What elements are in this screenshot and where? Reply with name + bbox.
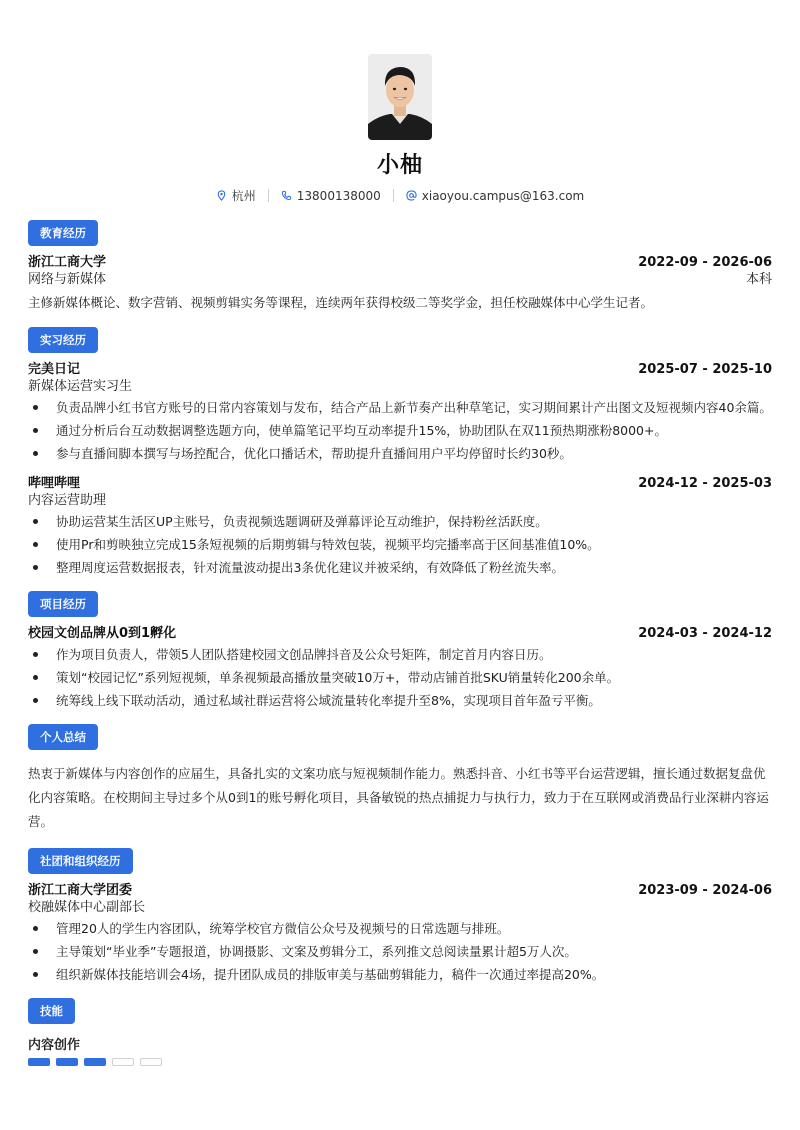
section-internship: [28, 327, 772, 577]
section-badge-internship: 实习经历: [28, 327, 98, 353]
club-date: 2023-09 - 2024-06: [638, 883, 772, 898]
bullet-item: 整理周度运营数据报表，针对流量波动提出3条优化建议并被采纳，有效降低了粉丝流失率。: [28, 558, 772, 577]
bullet-item: 使用Pr和剪映独立完成15条短视频的后期剪辑与特效包装，视频平均完播率高于区间基准值10%。: [28, 535, 772, 554]
contact-divider: [268, 189, 269, 202]
school-name: 浙江工商大学: [28, 255, 107, 270]
skill-level-bar: [28, 1058, 772, 1066]
bullet-list: [28, 512, 772, 577]
skill-dot-empty: [112, 1058, 134, 1066]
section-skills: [28, 998, 772, 1066]
avatar: [368, 54, 432, 140]
internship-entry: [28, 475, 772, 577]
bullet-item: 统筹线上线下联动活动，通过私域社群运营将公域流量转化率提升至8%，实现项目首年盈亏平衡。: [28, 691, 772, 710]
job-role: 内容运营助理: [28, 493, 107, 508]
education-date: 2022-09 - 2026-06: [638, 255, 772, 270]
section-project: [28, 591, 772, 710]
education-description: 主修新媒体概论、数字营销、视频剪辑实务等课程，连续两年获得校级二等奖学金，担任校融媒体中心学生记者。: [28, 295, 654, 310]
major: 网络与新媒体: [28, 272, 107, 287]
section-summary: [28, 724, 772, 834]
contact-divider: [393, 189, 394, 202]
bullet-list: [28, 919, 772, 984]
skill-dot-filled: [84, 1058, 106, 1066]
phone-icon: [281, 190, 292, 201]
resume-content: [28, 220, 772, 1080]
section-badge-project: 项目经历: [28, 591, 98, 617]
project-entry: [28, 625, 772, 710]
summary-text: 热衷于新媒体与内容创作的应届生，具备扎实的文案功底与短视频制作能力。熟悉抖音、小红书等平台运营逻辑，擅长通过数据复盘优化内容策略。在校期间主导过多个从0到1的账号孵化项目，具备敏锐的热点捕捉力与执行力，致力于在互联网或消费品行业深耕内容运营。: [28, 766, 769, 829]
bullet-item: 协助运营某生活区UP主账号，负责视频选题调研及弹幕评论互动维护，保持粉丝活跃度。: [28, 512, 772, 531]
bullet-item: 负责品牌小红书官方账号的日常内容策划与发布，结合产品上新节奏产出种草笔记，实习期间累计产出图文及短视频内容40余篇。: [28, 398, 772, 417]
city-text: 杭州: [231, 189, 256, 203]
location-pin-icon: [216, 190, 227, 201]
bullet-item: 主导策划“毕业季”专题报道，协调摄影、文案及剪辑分工，系列推文总阅读量累计超5万人次。: [28, 942, 772, 961]
internship-date: 2024-12 - 2025-03: [638, 476, 772, 491]
bullet-item: 通过分析后台互动数据调整选题方向，使单篇笔记平均互动率提升15%，协助团队在双11预热期涨粉8000+。: [28, 421, 772, 440]
company-name: 哔哩哔哩: [28, 476, 81, 491]
skill-dot-empty: [140, 1058, 162, 1066]
skill-dot-filled: [56, 1058, 78, 1066]
section-badge-club: 社团和组织经历: [28, 848, 133, 874]
section-club: [28, 848, 772, 984]
club-entry: [28, 882, 772, 984]
skill-dot-filled: [28, 1058, 50, 1066]
job-role: 新媒体运营实习生: [28, 379, 133, 394]
phone-text: 13800138000: [296, 188, 381, 203]
education-entry: [28, 254, 772, 313]
company-name: 完美日记: [28, 362, 81, 377]
project-date: 2024-03 - 2024-12: [638, 626, 772, 641]
avatar-photo: [368, 54, 432, 140]
skill-name: 内容创作: [28, 1038, 81, 1053]
org-name: 浙江工商大学团委: [28, 883, 133, 898]
contact-city: [216, 187, 256, 204]
bullet-item: 管理20人的学生内容团队，统筹学校官方微信公众号及视频号的日常选题与排班。: [28, 919, 772, 938]
internship-date: 2025-07 - 2025-10: [638, 362, 772, 377]
at-sign-icon: [406, 190, 417, 201]
resume-header: [0, 54, 800, 204]
section-education: [28, 220, 772, 313]
email-text: xiaoyou.campus@163.com: [421, 188, 585, 203]
section-badge-summary: 个人总结: [28, 724, 98, 750]
bullet-list: [28, 645, 772, 710]
project-name: 校园文创品牌从0到1孵化: [28, 626, 177, 641]
bullet-item: 作为项目负责人，带领5人团队搭建校园文创品牌抖音及公众号矩阵，制定首月内容日历。: [28, 645, 772, 664]
section-badge-education: 教育经历: [28, 220, 98, 246]
internship-entry: [28, 361, 772, 463]
contact-phone: [281, 189, 381, 203]
club-role: 校融媒体中心副部长: [28, 900, 146, 915]
degree: 本科: [745, 272, 772, 287]
contact-email: [406, 189, 584, 203]
bullet-item: 策划“校园记忆”系列短视频，单条视频最高播放量突破10万+，带动店铺首批SKU销量转化200余单。: [28, 668, 772, 687]
bullet-list: [28, 398, 772, 463]
bullet-item: 参与直播间脚本撰写与场控配合，优化口播话术，帮助提升直播间用户平均停留时长约30秒。: [28, 444, 772, 463]
section-badge-skills: 技能: [28, 998, 75, 1024]
candidate-name: 小柚: [376, 153, 423, 178]
bullet-item: 组织新媒体技能培训会4场，提升团队成员的排版审美与基础剪辑能力，稿件一次通过率提高20%。: [28, 965, 772, 984]
contact-bar: [0, 187, 800, 204]
